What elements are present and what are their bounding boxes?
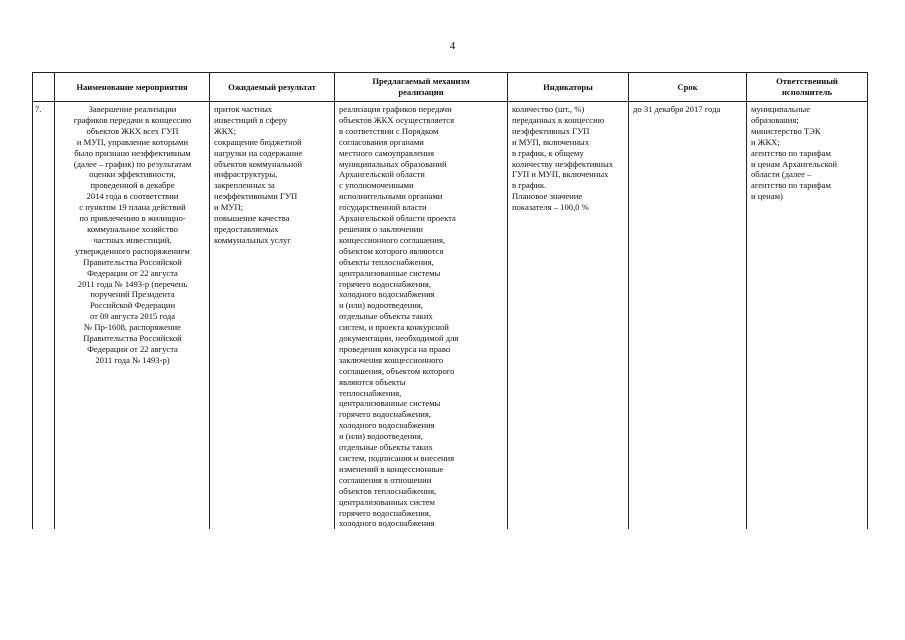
- cell-indicators: [508, 102, 629, 530]
- mechanism-line: объектов теплоснабжения,: [339, 485, 437, 496]
- mechanism-line: являются объекты: [339, 376, 406, 387]
- name-line: Федерации от 22 августа: [87, 343, 178, 354]
- executor-line: области (далее –: [751, 169, 812, 180]
- result-line: инфраструктуры,: [214, 169, 278, 180]
- result-line: коммунальных услуг: [214, 234, 291, 245]
- mechanism-line: теплоснабжения,: [339, 387, 402, 398]
- mechanism-line: государственной власти: [339, 202, 427, 213]
- mechanism-line: Архангельской области проекта: [339, 213, 456, 224]
- mechanism-line: муниципальных образований: [339, 158, 447, 169]
- result-line: объектов коммунальной: [214, 158, 303, 169]
- mechanism-line: в соответствии с Порядком: [339, 125, 439, 136]
- result-line: неэффективными ГУП: [214, 191, 298, 202]
- header-result: Ожидаемый результат: [210, 73, 335, 102]
- result-line: сокращение бюджетной: [214, 136, 302, 147]
- result-line: повышение качества: [214, 213, 290, 224]
- cell-executor: [747, 102, 868, 530]
- mechanism-line: соглашения, объектом которого: [339, 365, 455, 376]
- indicator-line: Плановое значение: [512, 191, 583, 202]
- indicator-line: ГУП и МУП, включенных: [512, 169, 609, 180]
- mechanism-line: централизованные системы: [339, 267, 441, 278]
- executor-line: агентство по тарифам: [751, 180, 831, 191]
- mechanism-line: изменений в концессионные: [339, 463, 444, 474]
- mechanism-line: горячего водоснабжения,: [339, 278, 432, 289]
- mechanism-line: с уполномоченными: [339, 180, 414, 191]
- name-line: графиков передачи в концессию: [73, 114, 192, 125]
- name-line: было признано неэффективным: [74, 147, 191, 158]
- name-line: от 09 августа 2015 года: [89, 311, 176, 322]
- mechanism-line: Архангельской области: [339, 169, 425, 180]
- indicator-line: неэффективных ГУП: [512, 125, 590, 136]
- mechanism-line: холодного водоснабжения: [339, 289, 435, 300]
- header-mechanism-line: реализации: [398, 87, 444, 97]
- name-line: по привлечению в жилищно-: [79, 213, 186, 224]
- indicator-line: в график.: [512, 180, 547, 191]
- indicator-line: в график, к общему: [512, 147, 584, 158]
- mechanism-line: объектом которого являются: [339, 245, 444, 256]
- header-executor: [747, 73, 868, 102]
- mechanism-line: объекты теплоснабжения,: [339, 256, 434, 267]
- indicator-line: показателя – 100,0 %: [512, 202, 589, 213]
- name-line: 2011 года № 1493-р): [95, 354, 170, 365]
- mechanism-line: систем, подписания и внесения: [339, 453, 455, 463]
- name-line: утвержденного распоряжением: [75, 245, 190, 256]
- mechanism-line: горячего водоснабжения,: [339, 409, 432, 420]
- mechanism-line: горячего водоснабжения,: [339, 507, 432, 518]
- name-line: частных инвестиций,: [93, 234, 172, 245]
- name-line: № Пр-1608, распоряжение: [84, 322, 181, 333]
- measures-table: [32, 72, 868, 529]
- cell-mechanism: [335, 102, 508, 530]
- name-line: Завершение реализации: [88, 104, 177, 114]
- row-number: 7.: [33, 102, 55, 530]
- header-number: [33, 73, 55, 102]
- executor-line: образования;: [751, 114, 799, 125]
- header-executor-line: исполнитель: [781, 87, 833, 97]
- name-line: Федерации от 22 августа: [87, 267, 178, 278]
- name-lines: [59, 104, 206, 366]
- executor-lines: [751, 104, 864, 202]
- name-line: и МУП, управление которыми: [76, 136, 189, 147]
- executor-line: и ЖКХ;: [751, 136, 780, 147]
- name-line: 2011 года № 1493-р (перечень: [77, 278, 188, 289]
- mechanism-line: решения о заключении: [339, 223, 423, 234]
- result-line: и МУП;: [214, 202, 244, 213]
- mechanism-line: отдельные объекты таких: [339, 311, 433, 322]
- indicator-lines: [512, 104, 625, 213]
- result-lines: [214, 104, 331, 246]
- header-executor-line: Ответственный: [776, 76, 838, 87]
- result-line: ЖКХ;: [214, 125, 237, 136]
- indicator-line: переданных в концессию: [512, 114, 605, 125]
- mechanism-line: объектов ЖКХ осуществляется: [339, 114, 455, 125]
- name-line: Российской Федерации: [89, 300, 176, 311]
- header-indicators: Индикаторы: [508, 73, 629, 102]
- name-line: (далее – график) по результатам: [73, 158, 192, 169]
- mechanism-line: соглашения в отношении: [339, 474, 432, 485]
- result-line: инвестиций в сферу: [214, 114, 288, 125]
- header-mechanism-line: Предлагаемый механизм: [372, 76, 470, 87]
- mechanism-lines: [339, 104, 504, 529]
- name-line: коммунальное хозяйство: [87, 223, 178, 234]
- executor-line: и ценам): [751, 191, 783, 202]
- header-name: Наименование мероприятия: [55, 73, 210, 102]
- mechanism-line: заключения концессионного: [339, 354, 444, 365]
- executor-line: агентство по тарифам: [751, 147, 831, 158]
- executor-line: министерство ТЭК: [751, 125, 821, 136]
- indicator-line: количеству неэффективных: [512, 158, 614, 169]
- name-line: оценки эффективности,: [89, 169, 176, 180]
- executor-line: муниципальные: [751, 104, 811, 114]
- indicator-line: количество (шт., %): [512, 104, 585, 114]
- page-number: 4: [449, 40, 456, 52]
- mechanism-line: и (или) водоотведения,: [339, 300, 423, 311]
- mechanism-line: холодного водоснабжения: [339, 420, 435, 431]
- cell-name: [55, 102, 210, 530]
- result-line: нагрузки на содержание: [214, 147, 303, 158]
- header-deadline: Срок: [629, 73, 747, 102]
- name-line: Правительства Российской: [83, 333, 182, 344]
- name-line: поручений Президента: [90, 289, 175, 300]
- name-line: объектов ЖКХ всех ГУП: [86, 125, 179, 136]
- mechanism-line: централизованные системы: [339, 398, 441, 409]
- mechanism-line: отдельные объекты таких: [339, 442, 433, 453]
- name-line: 2014 года в соответствии: [86, 191, 179, 202]
- executor-line: и ценам Архангельской: [751, 158, 838, 169]
- mechanism-line: холодного водоснабжения: [339, 518, 435, 529]
- name-line: проведенной в декабре: [90, 180, 175, 191]
- mechanism-line: централизованных систем: [339, 496, 435, 507]
- table-header: [33, 73, 868, 102]
- result-line: предоставляемых: [214, 223, 279, 234]
- mechanism-line: документации, необходимой для: [339, 333, 459, 344]
- name-line: Правительства Российской: [83, 256, 182, 267]
- cell-result: [210, 102, 335, 530]
- table-row: [33, 102, 868, 530]
- mechanism-line: местного самоуправления: [339, 147, 435, 158]
- mechanism-line: проведения конкурса на право: [339, 343, 451, 354]
- mechanism-line: и (или) водоотведения,: [339, 431, 423, 442]
- indicator-line: и МУП, включенных: [512, 136, 589, 147]
- mechanism-line: согласования органами: [339, 136, 424, 147]
- cell-deadline: до 31 декабря 2017 года: [629, 102, 747, 530]
- header-mechanism: [335, 73, 508, 102]
- result-line: приток частных: [214, 104, 273, 114]
- mechanism-line: реализация графиков передачи: [339, 104, 452, 114]
- mechanism-line: систем, и проекта конкурсной: [339, 322, 449, 333]
- result-line: закрепленных за: [214, 180, 275, 191]
- mechanism-line: концессионного соглашения,: [339, 234, 446, 245]
- name-line: с пунктом 19 плана действий: [79, 202, 186, 213]
- mechanism-line: исполнительными органами: [339, 191, 443, 202]
